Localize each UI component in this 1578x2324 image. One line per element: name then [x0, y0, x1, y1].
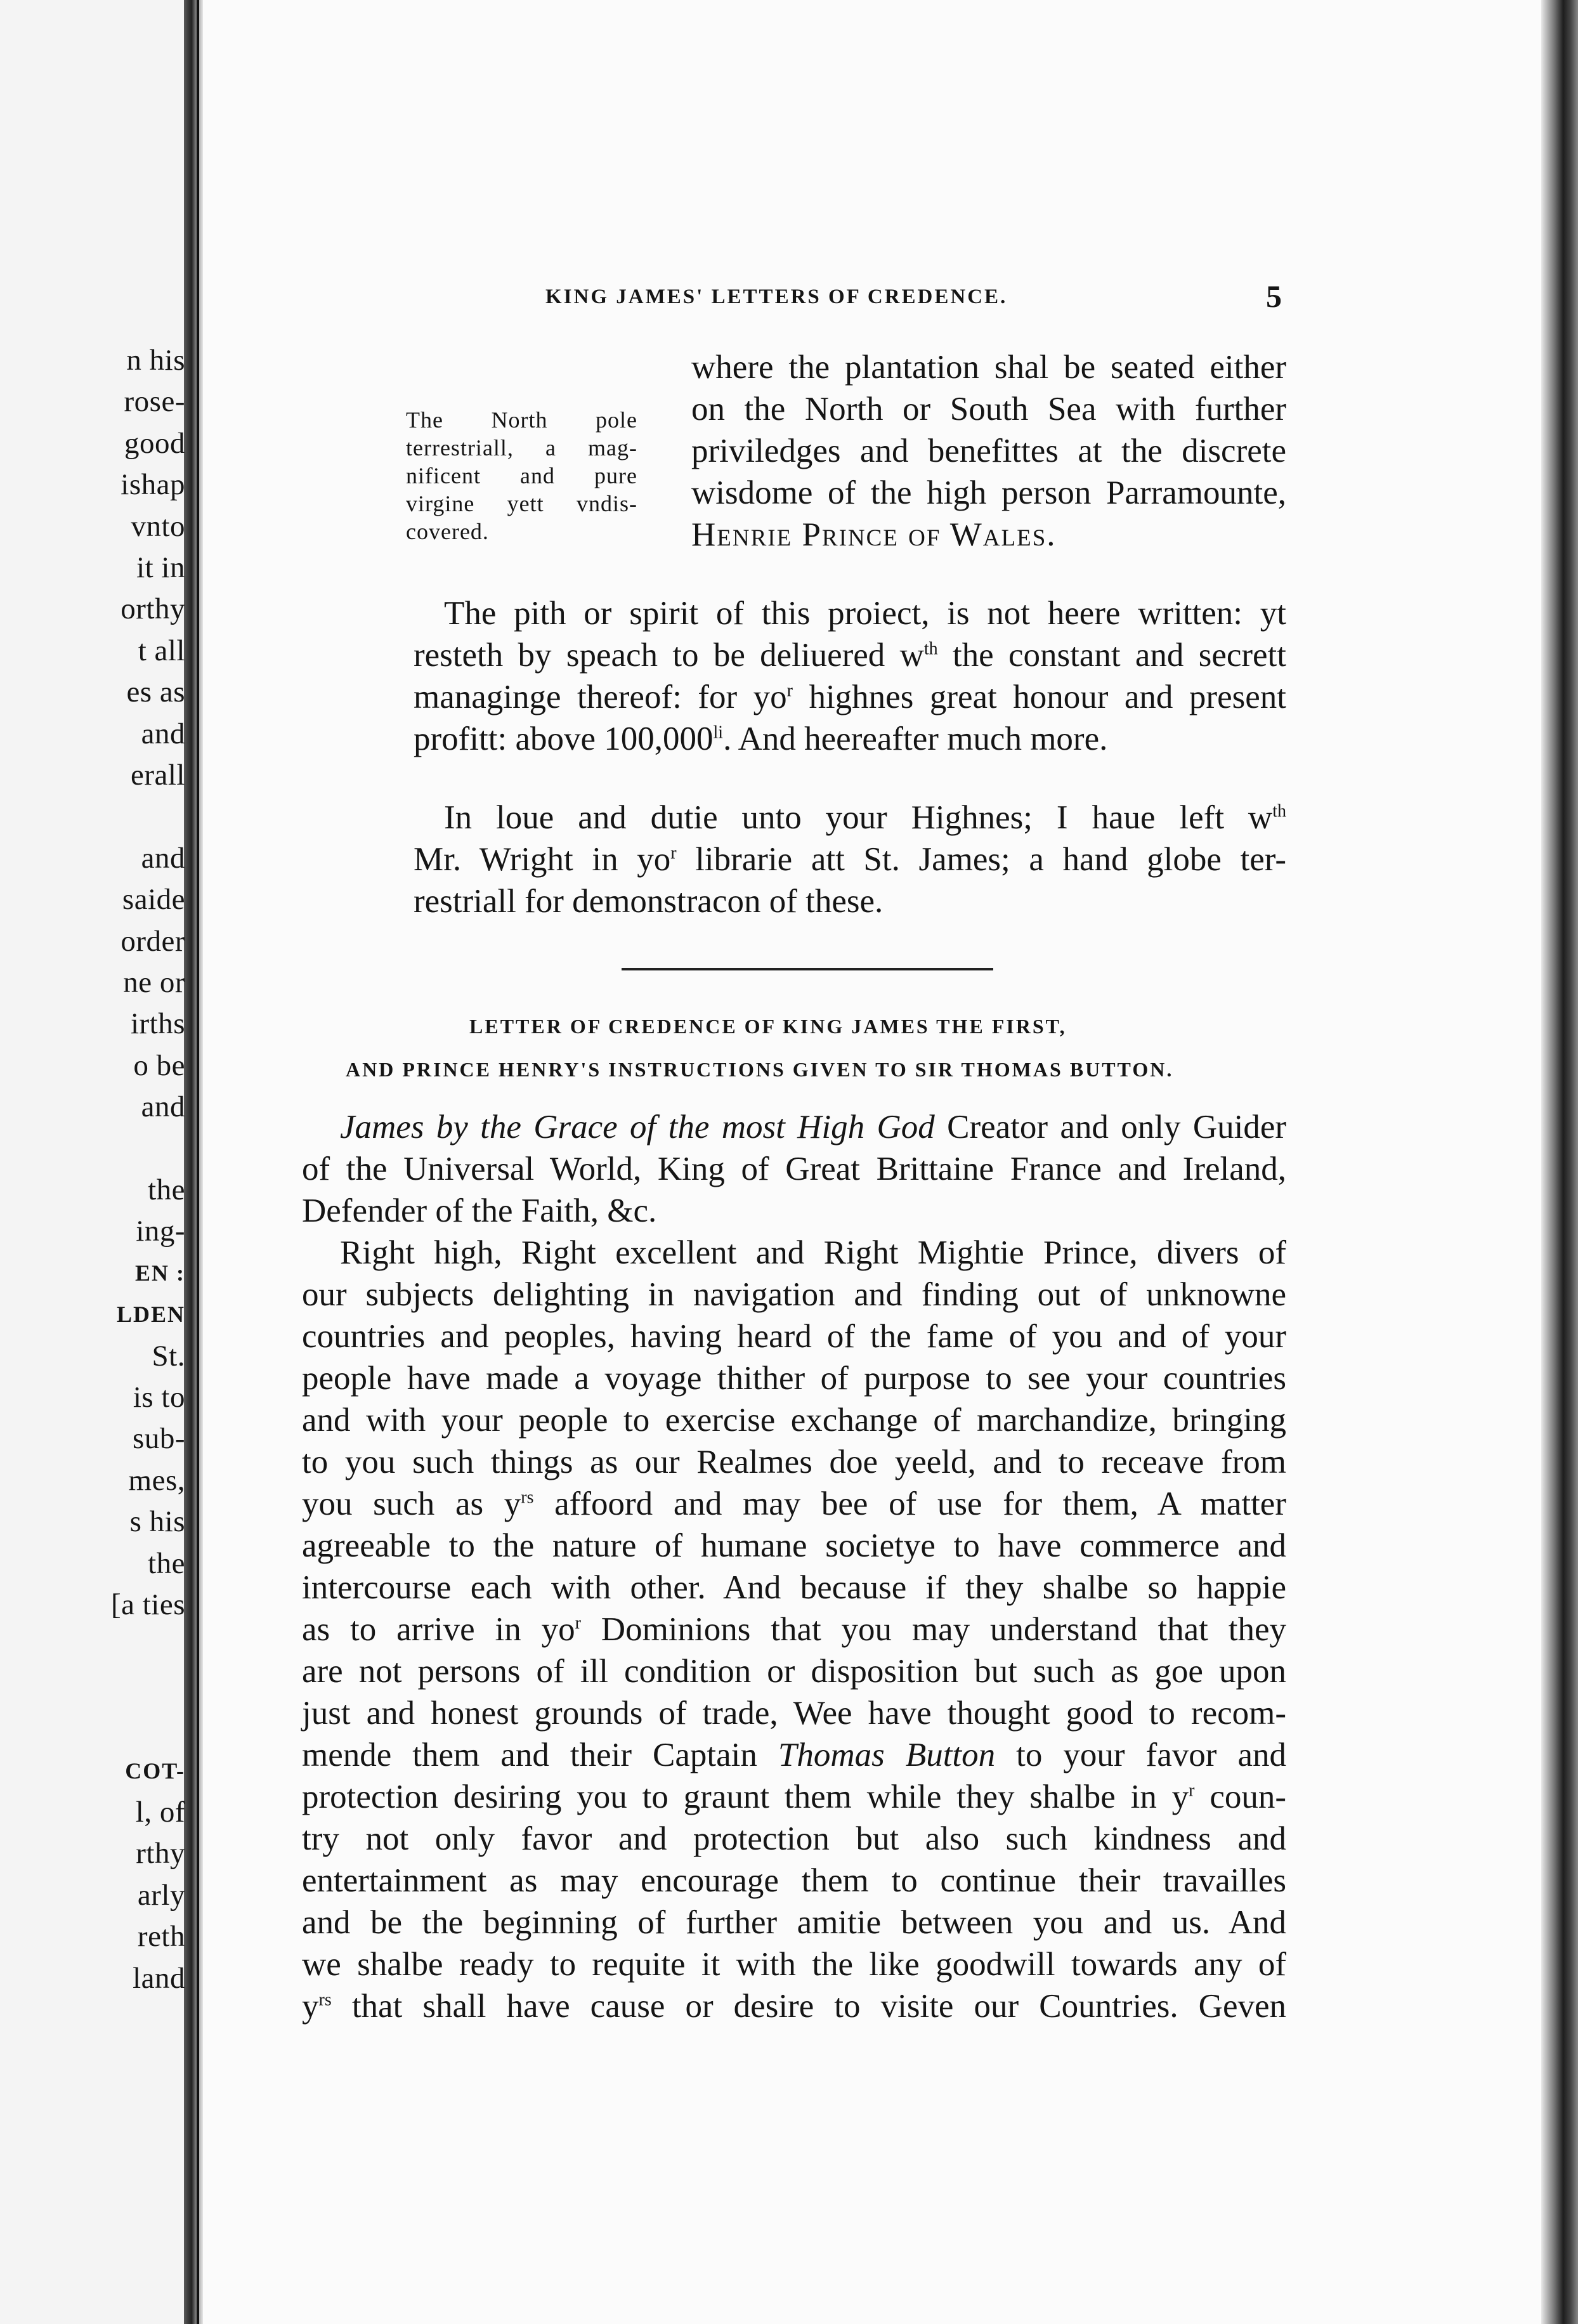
left-page-fragment: vnto — [131, 509, 185, 543]
text-run: you such as y — [302, 1485, 521, 1522]
left-page-fragment: saide — [122, 883, 185, 917]
superscript: th — [923, 639, 938, 659]
paragraph-1-line — [414, 634, 1286, 676]
letter-line — [302, 1609, 1286, 1650]
section-heading-line-2: AND PRINCE HENRY'S INSTRUCTIONS GIVEN TO SIR THOMAS BUTTON. — [346, 1058, 1174, 1081]
captain-name: Thomas Button — [778, 1737, 996, 1773]
page-gutter — [184, 0, 203, 2324]
letter-line: we shalbe ready to requite it with the like goodwill towards any of — [302, 1946, 1286, 1983]
paragraph-2-line — [444, 797, 1286, 839]
left-page-fragment: ishap — [121, 468, 185, 502]
letter-line: and with your people to exercise exchange of marchandize, bringing — [302, 1402, 1286, 1439]
paragraph-1-line — [414, 676, 1286, 718]
intro-line: wisdome of the high person Parramounte, — [691, 474, 1286, 511]
text-run: Dominions that you may understand that they — [580, 1611, 1287, 1648]
letter-line — [302, 1734, 1286, 1776]
superscript: rs — [521, 1487, 534, 1508]
left-page-fragment: o be — [133, 1048, 185, 1082]
marginal-note-line: terrestriall, a mag- — [406, 435, 637, 460]
left-page-fragment: orthy — [121, 592, 185, 626]
left-page-fragment: erall — [131, 759, 185, 792]
left-page-fragment: reth — [137, 1920, 185, 1954]
text-run: resteth by speach to be deliuered w — [414, 637, 924, 674]
left-page-fragment: mes, — [128, 1463, 185, 1497]
left-page-fragment: St. — [152, 1339, 185, 1373]
left-page-fragment: EN : — [135, 1260, 185, 1286]
paragraph-1-line: The pith or spirit of this proiect, is not heere written: yt — [444, 595, 1286, 632]
marginal-note-line: nificent and pure — [406, 463, 637, 488]
text-run: coun- — [1194, 1779, 1286, 1815]
text-run: to your favor and — [995, 1737, 1286, 1773]
left-page-fragment: es as — [126, 676, 185, 709]
text-run: mende them and their Captain — [302, 1737, 778, 1773]
superscript: rs — [318, 1990, 332, 2010]
marginal-note-line: covered. — [406, 519, 489, 544]
text-run: protection desiring you to graunt them while they shalbe in y — [302, 1779, 1189, 1815]
left-page-fragment: it in — [136, 551, 185, 584]
left-page-fragment: n his — [126, 344, 185, 377]
letter-line: try not only favor and protection but also such kindness and — [302, 1820, 1286, 1857]
running-head: KING JAMES' LETTERS OF CREDENCE. — [545, 285, 1008, 308]
left-page-fragment: land — [133, 1961, 185, 1995]
intro-line: on the North or South Sea with further — [691, 391, 1286, 428]
letter-line: agreeable to the nature of humane societye to have commerce and — [302, 1527, 1286, 1564]
intro-signature: Henrie Prince of Wales. — [691, 516, 1057, 553]
text-run: managinge thereof: for yo — [414, 679, 787, 715]
section-heading-line-1: LETTER OF CREDENCE OF KING JAMES THE FIRST, — [469, 1015, 1067, 1038]
left-page-fragment: and — [141, 717, 185, 750]
left-page-fragment: ing- — [136, 1215, 185, 1248]
left-page-fragment: good — [124, 426, 185, 460]
text-run: Mr. Wright in yo — [414, 841, 671, 878]
letter-line — [302, 1985, 1286, 2027]
text-run: affoord and may bee of use for them, A matter — [533, 1485, 1286, 1522]
letter-line: entertainment as may encourage them to continue their travailles — [302, 1862, 1286, 1899]
letter-line — [302, 1776, 1286, 1818]
text-run: the constant and secrett — [937, 637, 1286, 674]
left-page-fragment: LDEN — [116, 1302, 185, 1328]
text-run: highnes great honour and present — [792, 679, 1286, 715]
letter-line: to you such things as our Realmes doe yeeld, and to receave from — [302, 1444, 1286, 1480]
left-page-fragment: COT- — [125, 1758, 185, 1784]
superscript: th — [1272, 801, 1286, 821]
letter-opening-italic: James by the Grace of the most High God — [340, 1109, 935, 1146]
letter-line: are not persons of ill condition or disposition but such as goe upon — [302, 1653, 1286, 1690]
text-run: Creator and only Guider — [934, 1109, 1286, 1146]
letter-line: just and honest grounds of trade, Wee have thought good to recom- — [302, 1695, 1286, 1732]
letter-line — [302, 1483, 1286, 1525]
left-page-fragment: order — [121, 924, 185, 958]
left-page-fragment: [a ties — [110, 1588, 185, 1621]
right-page-edge — [1541, 0, 1578, 2324]
marginal-note-line: virgine yett vndis- — [406, 491, 637, 516]
left-page-fragment: and — [141, 1090, 185, 1124]
letter-line: people have made a voyage thither of purpose to see your countries — [302, 1360, 1286, 1397]
paragraph-1-line — [414, 718, 1286, 760]
text-run: In loue and dutie unto your Highnes; I haue left w — [444, 799, 1273, 836]
text-run: profitt: above 100,000 — [414, 721, 714, 757]
left-page-fragment: t all — [138, 634, 185, 667]
paragraph-2-line: restriall for demonstracon of these. — [414, 883, 884, 920]
letter-line: Defender of the Faith, &c. — [302, 1192, 657, 1229]
left-page-fragment: is to — [133, 1381, 185, 1414]
left-page-fragment: ne or — [123, 966, 185, 999]
text-run: as to arrive in yo — [302, 1611, 575, 1648]
marginal-note-line: The North pole — [406, 407, 637, 433]
section-rule — [622, 968, 993, 970]
letter-line: Right high, Right excellent and Right Mightie Prince, divers of — [340, 1234, 1286, 1271]
letter-line: and be the beginning of further amitie between you and us. And — [302, 1904, 1286, 1941]
left-page-fragment: the — [148, 1546, 185, 1580]
text-run: . And heereafter much more. — [723, 721, 1108, 757]
left-page-fragment: l, of — [135, 1796, 185, 1829]
left-page-fragment: s his — [129, 1505, 185, 1539]
superscript: r — [575, 1613, 581, 1633]
letter-line: of the Universal World, King of Great Brittaine France and Ireland, — [302, 1151, 1286, 1187]
superscript: li — [713, 722, 724, 743]
left-page-fragment: rthy — [136, 1837, 185, 1870]
text-run: librarie att St. James; a hand globe ter- — [676, 841, 1286, 878]
left-page-fragment: the — [148, 1173, 185, 1206]
text-run: y — [302, 1988, 319, 2025]
letter-line: countries and peoples, having heard of the fame of you and of your — [302, 1318, 1286, 1355]
text-run: that shall have cause or desire to visite our Countries. Geven — [331, 1988, 1286, 2025]
left-page-fragment: rose- — [124, 385, 185, 419]
marginal-note — [406, 406, 637, 545]
letter-line — [340, 1106, 1286, 1148]
left-page-fragment: sub- — [133, 1422, 185, 1456]
left-page-fragment: irths — [130, 1007, 185, 1041]
superscript: r — [670, 843, 677, 863]
letter-line: our subjects delighting in navigation and finding out of unknowne — [302, 1276, 1286, 1313]
intro-line: priviledges and benefittes at the discrete — [691, 433, 1286, 469]
superscript: r — [1189, 1780, 1195, 1801]
gutter-shadow — [197, 0, 199, 2324]
letter-line: intercourse each with other. And because if they shalbe so happie — [302, 1569, 1286, 1606]
intro-line: where the plantation shal be seated either — [691, 349, 1286, 386]
left-page-fragment: and — [141, 841, 185, 875]
paragraph-2-line — [414, 839, 1286, 880]
superscript: r — [786, 681, 793, 701]
left-page-fragment: arly — [137, 1878, 185, 1912]
page-number: 5 — [1266, 278, 1282, 314]
